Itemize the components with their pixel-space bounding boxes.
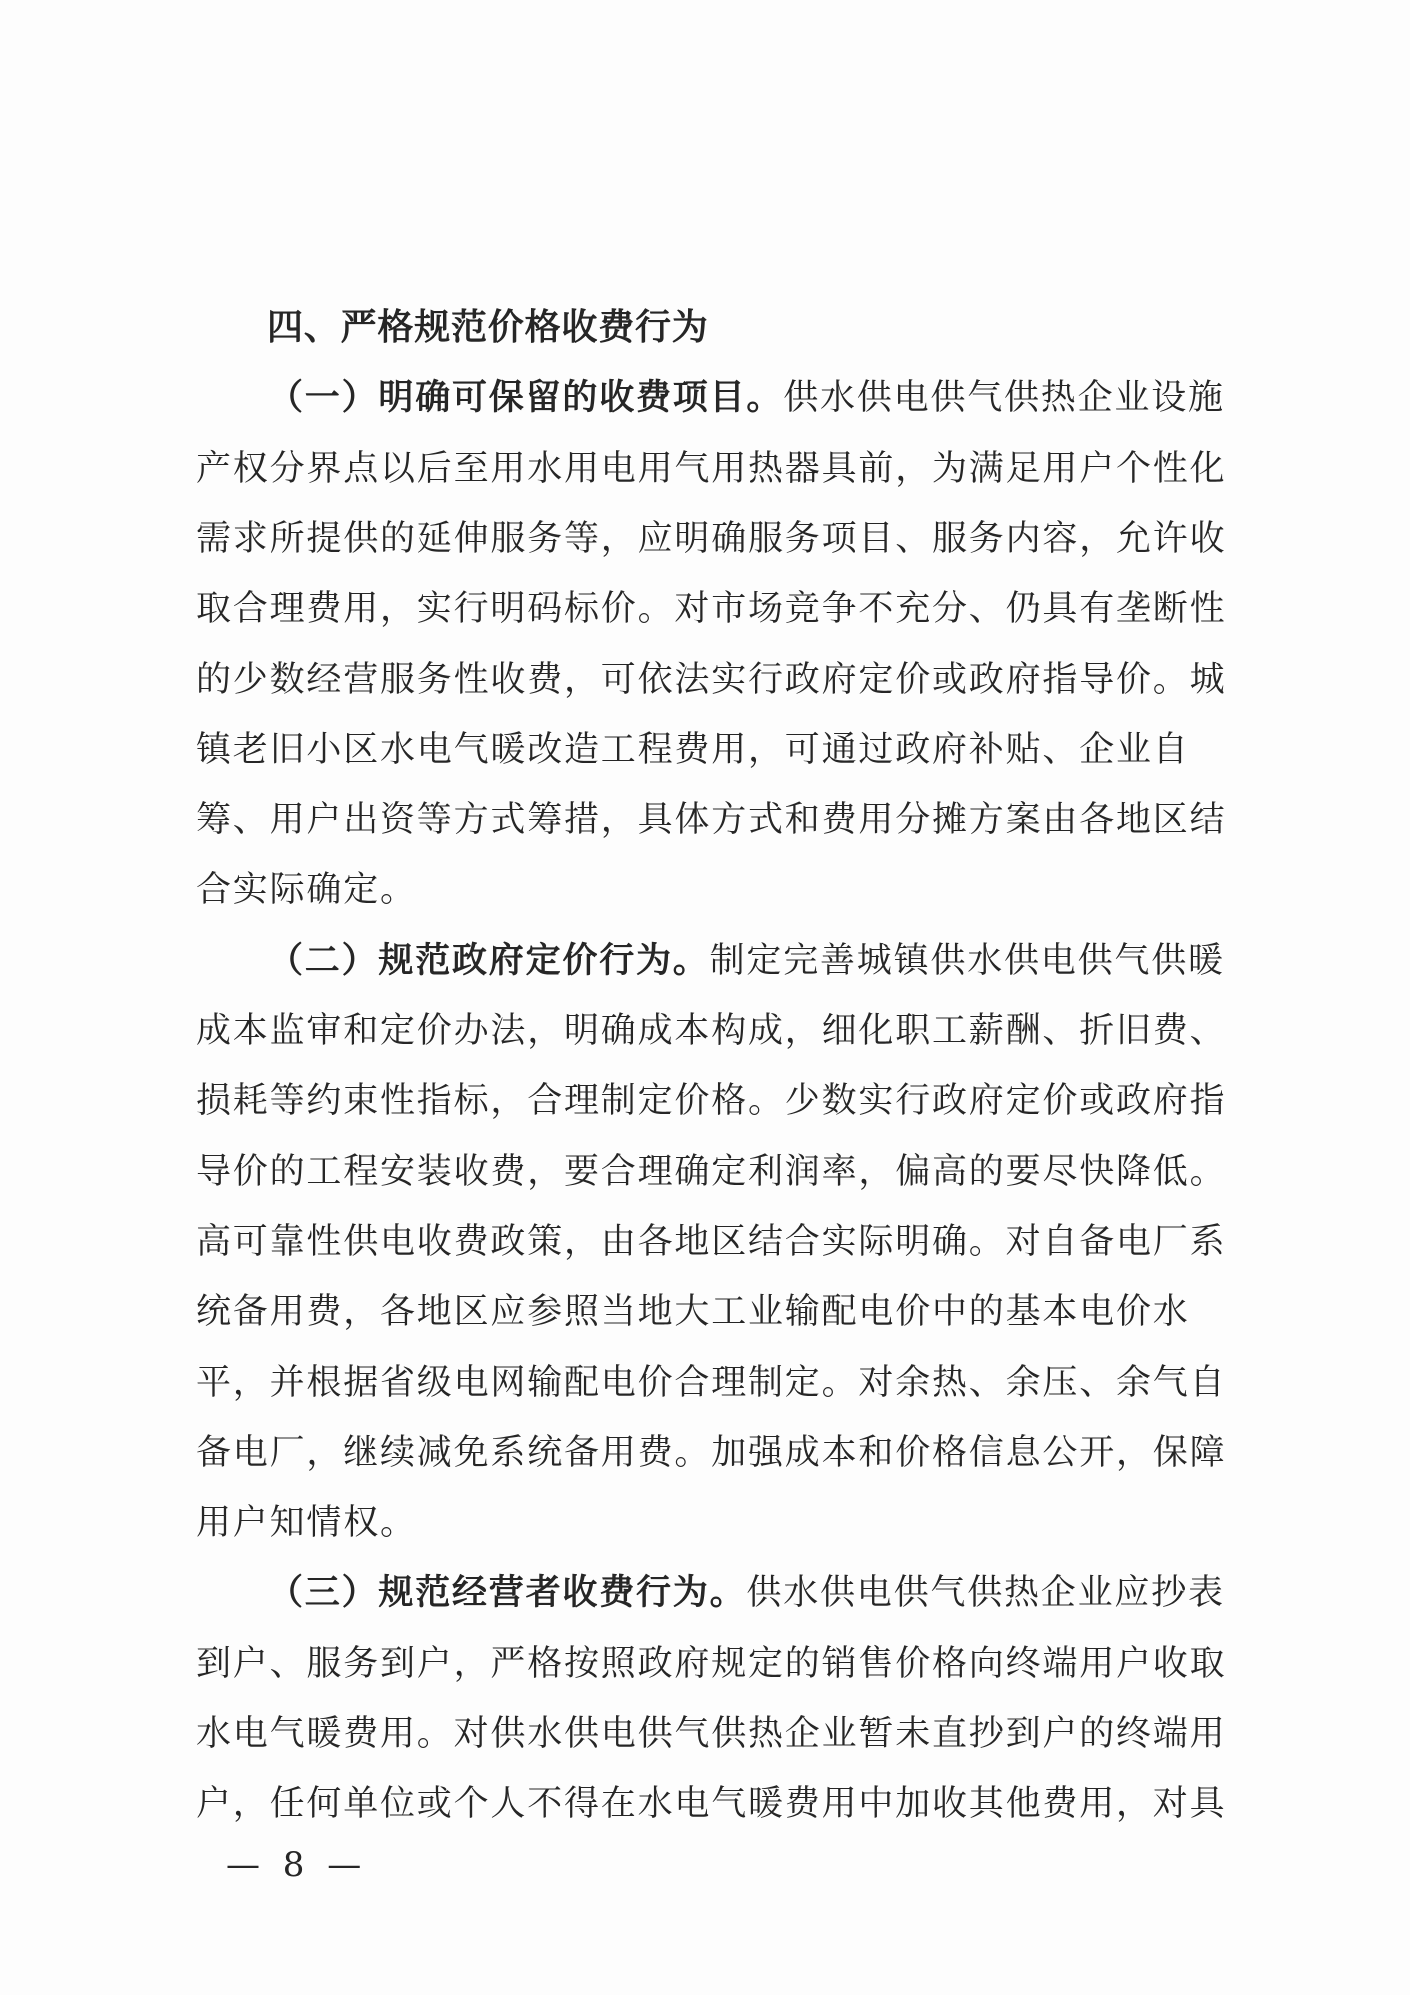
paragraph-lead: （一）明确可保留的收费项目。 xyxy=(268,377,784,419)
paragraph-line xyxy=(196,868,417,912)
line-text: 统备用费，各地区应参照当地大工业输配电价中的基本电价水 xyxy=(196,1292,1190,1333)
paragraph-line xyxy=(196,1150,1226,1194)
line-text: 筹、用户出资等方式筹措，具体方式和费用分摊方案由各地区结 xyxy=(196,800,1227,841)
section-heading: 四、严格规范价格收费行为 xyxy=(267,307,709,348)
line-text: 用户知情权。 xyxy=(196,1503,417,1544)
line-text: 取合理费用，实行明码标价。对市场竞争不充分、仍具有垄断性 xyxy=(196,589,1227,630)
line-text: 户，任何单位或个人不得在水电气暖费用中加收其他费用，对具 xyxy=(196,1784,1227,1825)
paragraph-line xyxy=(196,587,1226,631)
paragraph-line xyxy=(268,1571,1225,1615)
line-text: 损耗等约束性指标，合理制定价格。少数实行政府定价或政府指 xyxy=(196,1081,1227,1122)
line-text: 合实际确定。 xyxy=(196,870,417,911)
line-text: 制定完善城镇供水供电供气供暖 xyxy=(709,940,1225,981)
line-text: 供水供电供气供热企业设施 xyxy=(783,378,1225,419)
line-text: 平，并根据省级电网输配电价合理制定。对余热、余压、余气自 xyxy=(196,1362,1227,1403)
line-text: 到户、服务到户，严格按照政府规定的销售价格向终端用户收取 xyxy=(196,1643,1227,1684)
paragraph-lead: （三）规范经营者收费行为。 xyxy=(268,1572,747,1614)
paragraph-line xyxy=(196,1079,1226,1123)
paragraph-line xyxy=(268,376,1225,420)
line-text: 的少数经营服务性收费，可依法实行政府定价或政府指导价。城 xyxy=(196,659,1227,700)
paragraph-line xyxy=(196,728,1190,772)
line-text: 供水供电供气供热企业应抄表 xyxy=(746,1573,1225,1614)
line-text: 水电气暖费用。对供水供电供气供热企业暂未直抄到户的终端用 xyxy=(196,1714,1227,1754)
paragraph-line xyxy=(196,1501,417,1545)
paragraph-line xyxy=(268,939,1225,983)
line-text: 需求所提供的延伸服务等，应明确服务项目、服务内容，允许收 xyxy=(196,518,1227,559)
paragraph-line xyxy=(196,1220,1226,1264)
paragraph-line xyxy=(196,1361,1226,1405)
paragraph-lead: （二）规范政府定价行为。 xyxy=(268,939,710,981)
paragraph-line xyxy=(196,1009,1226,1053)
line-text: 成本监审和定价办法，明确成本构成，细化职工薪酬、折旧费、 xyxy=(196,1011,1227,1051)
line-text: 导价的工程安装收费，要合理确定利润率，偏高的要尽快降低。 xyxy=(196,1151,1227,1192)
paragraph-line xyxy=(196,1712,1226,1756)
paragraph-line xyxy=(196,1782,1226,1826)
line-text: 高可靠性供电收费政策，由各地区结合实际明确。对自备电厂系 xyxy=(196,1221,1227,1262)
line-text: 备电厂，继续减免系统备用费。加强成本和价格信息公开，保障 xyxy=(196,1432,1227,1473)
line-text: 产权分界点以后至用水用电用气用热器具前，为满足用户个性化 xyxy=(196,448,1227,489)
paragraph-line xyxy=(196,447,1226,491)
paragraph-line xyxy=(196,798,1226,842)
paragraph-line xyxy=(196,1431,1226,1475)
paragraph-line xyxy=(196,1642,1226,1686)
paragraph-line xyxy=(196,658,1226,702)
paragraph-line xyxy=(196,517,1226,561)
page-number: — 8 — xyxy=(226,1845,368,1885)
line-text: 镇老旧小区水电气暖改造工程费用，可通过政府补贴、企业自 xyxy=(196,729,1190,770)
paragraph-line xyxy=(196,1290,1190,1334)
